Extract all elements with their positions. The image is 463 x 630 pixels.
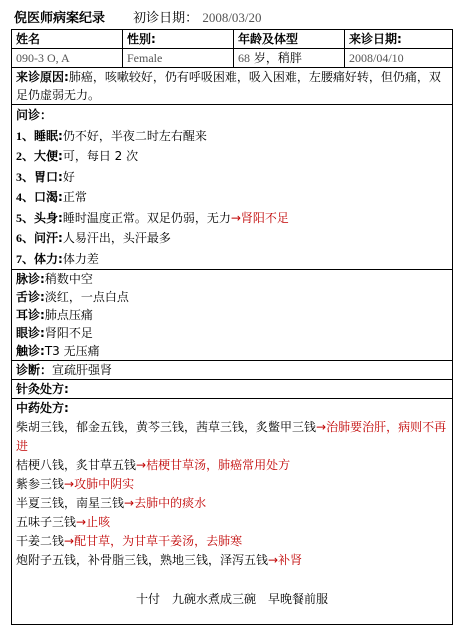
acupuncture-cell [12,380,453,399]
herbal-line: 桔梗八钱，炙甘草五钱→桔梗甘草汤，肺癌常用处方 [16,458,291,472]
inquiry-item: 5、头身:睡时温度正常。双足仍弱，无力→肾阳不足 [16,210,289,225]
arrow-icon: → [64,534,75,548]
herbal-line: 半夏三钱，南星三钱→去肺中的痰水 [16,496,207,510]
herbal-line: 炮附子五钱，补骨脂三钱，熟地三钱，泽泻五钱→补肾 [16,553,303,567]
herbal-line: 紫参三钱→攻肺中阴实 [16,477,135,491]
name-header: 姓名 [12,30,123,49]
inquiry-item: 2、大便:可，每日 2 次 [16,149,139,163]
herbal-line: 五味子三钱→止咳 [16,515,111,529]
exams-cell [12,270,453,361]
diagnosis-row [12,361,453,380]
arrow-icon: → [268,553,279,567]
patient-info-row [12,49,453,68]
complaint-row [12,68,453,105]
age-value: 68 [238,51,250,65]
herbal-label: 中药处方: [16,401,69,415]
exam-item: 眼诊:肾阳不足 [16,326,93,340]
column-header-row [12,30,453,49]
arrow-icon: → [230,210,241,225]
acupuncture-row [12,380,453,399]
arrow-icon: → [124,496,135,510]
complaint-label: 来诊原因: [16,70,69,84]
herbal-line: 干姜二钱→配甘草，为甘草干姜汤，去肺寒 [16,534,243,548]
inquiry-item: 3、胃口:好 [16,169,75,184]
patient-id-cell [12,49,123,68]
exam-item: 舌诊:淡红，一点白点 [16,290,129,304]
complaint-cell [12,68,453,105]
first-visit-label: 初诊日期： [133,11,199,26]
record-title: 倪医师病案纪录 [14,11,106,26]
diagnosis-label: 诊断： [16,363,53,377]
exam-item: 脉诊:稍数中空 [16,272,93,286]
arrow-icon: → [64,477,75,491]
first-visit-date: 2008/03/20 [202,10,262,25]
gender-cell [123,49,234,68]
herbal-row [12,399,453,625]
herbal-line: 柴胡三钱，郁金五钱，黄芩三钱，茜草三钱，炙鳖甲三钱→治肺要治肝，病则不再进 [16,420,447,453]
exam-item: 触诊:T3 无压痛 [16,344,100,358]
patient-id: 090-3 O, A [16,51,70,65]
age-cell [234,49,345,68]
acupuncture-label: 针灸处方: [16,382,69,396]
visit-date-value: 2008/04/10 [349,51,404,65]
inquiry-item: 1、睡眠:仍不好，半夜二时左右醒来 [16,128,207,143]
inquiry-item: 7、体力:体力差 [16,251,99,266]
gender-header: 性别: [123,30,234,49]
inquiry-label: 问诊： [16,108,53,122]
record-header [14,8,262,28]
exams-row [12,270,453,361]
diagnosis-text: 宣疏肝强肾 [52,363,113,377]
record-table [11,29,453,625]
herbal-cell [12,399,453,625]
arrow-icon: → [76,515,87,529]
inquiry-row [12,105,453,270]
diagnosis-cell [12,361,453,380]
inquiry-item: 4、口渴:正常 [16,190,87,204]
arrow-icon: → [136,458,147,472]
visit-date-header: 来诊日期: [345,30,453,49]
complaint-text: 肺癌，咳嗽较好，仍有呼吸困难，吸入困难，左腰痛好转，但仍痛，双足仍虚弱无力。 [16,70,441,102]
gender-value: Female [127,51,163,65]
arrow-icon: → [316,420,327,434]
dosage-instruction: 十付 九碗水煮成三碗 早晚餐前服 [135,592,328,606]
age-header: 年龄及体型 [234,30,345,49]
age-unit: 岁，稍胖 [253,51,302,65]
inquiry-cell [12,105,453,270]
visit-date-cell [345,49,453,68]
inquiry-item: 6、问汗:人易汗出，头汗最多 [16,231,171,245]
exam-item: 耳诊:肺点压痛 [16,308,93,322]
